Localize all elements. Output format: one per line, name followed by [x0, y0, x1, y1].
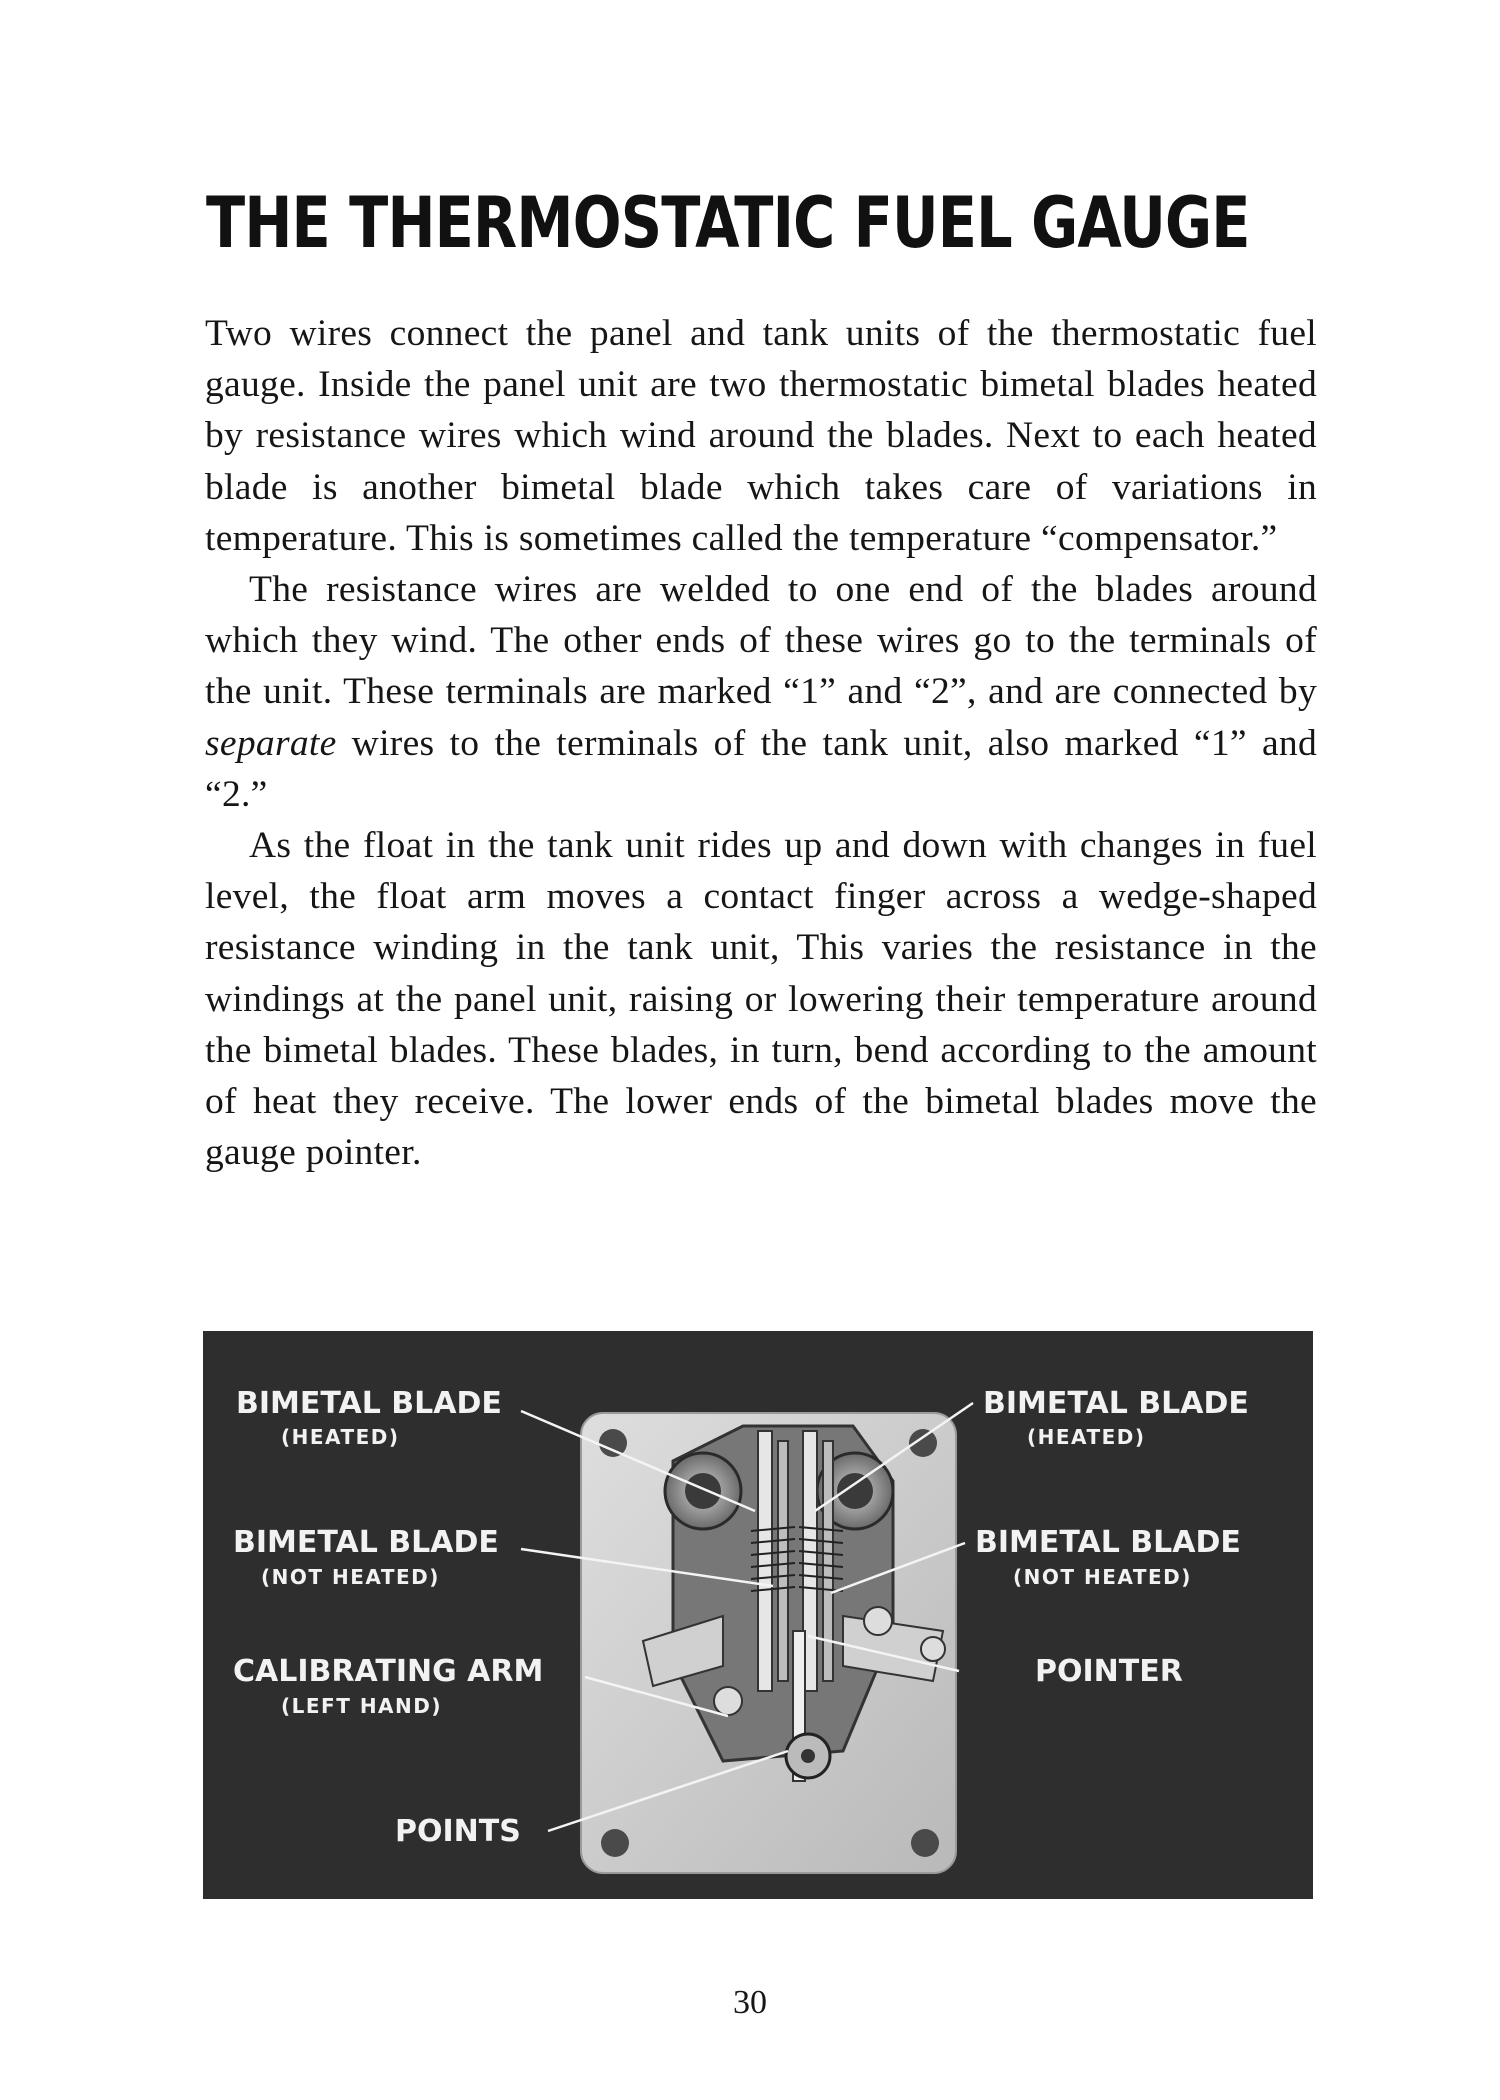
page-number: 30 [733, 1984, 767, 2021]
paragraph-3: As the float in the tank unit rides up and down with changes in fuel level, the float arm moves a contact finger across a wedge-shaped resistance winding in the tank unit, This varies the resistance in the windings at the panel unit, raising or lowering their temperature around the bimetal blades. These blades, in turn, bend according to the amount of heat they receive. The lower ends of the bimetal blades move the gauge pointer. [205, 825, 1317, 1174]
sublabel-left-heated: (HEATED) [281, 1425, 400, 1449]
gauge-photo-figure [203, 1331, 1313, 1899]
page-title: THE THERMOSTATIC FUEL GAUGE [206, 182, 1250, 264]
left-heated-blade [758, 1431, 772, 1691]
paragraph-2-part-2: wires to the terminals of the tank unit, also marked “1” and “2.” [205, 722, 1317, 815]
mount-hole-bottom-right [911, 1829, 939, 1857]
emphasis-separate: separate [205, 722, 337, 764]
sublabel-left-not-heated: (NOT HEATED) [261, 1565, 440, 1589]
label-right-not-heated-blade: BIMETAL BLADE [975, 1525, 1241, 1560]
label-left-heated-blade: BIMETAL BLADE [236, 1386, 502, 1421]
mount-hole-bottom-left [601, 1829, 629, 1857]
label-right-heated-blade: BIMETAL BLADE [983, 1386, 1249, 1421]
label-pointer: POINTER [1035, 1654, 1183, 1689]
label-points: POINTS [395, 1814, 521, 1849]
sublabel-right-heated: (HEATED) [1027, 1425, 1146, 1449]
paragraph-2 [205, 564, 1317, 820]
body-text [205, 308, 1317, 1178]
sublabel-calibrating-arm: (LEFT HAND) [281, 1694, 443, 1718]
left-compensator-blade [778, 1441, 788, 1681]
sublabel-right-not-heated: (NOT HEATED) [1013, 1565, 1192, 1589]
label-calibrating-arm: CALIBRATING ARM [233, 1654, 544, 1689]
mount-hole-top-left [599, 1429, 627, 1457]
paragraph-1: Two wires connect the panel and tank units of the thermostatic fuel gauge. Inside the panel unit are two thermostatic bimetal blades heated by resistance wires which wind around the blades. Next to each heated blade is another bimetal blade which takes care of variations in temperature. This is sometimes called the temperature “compensator.” [205, 313, 1317, 559]
paragraph-2-part-1: The resistance wires are welded to one end of the blades around which they wind. The other ends of these wires go to the terminals of the unit. These terminals are marked “1” and “2”, and are connected by [205, 569, 1317, 713]
right-compensator-blade [823, 1441, 833, 1681]
label-left-not-heated-blade: BIMETAL BLADE [233, 1525, 499, 1560]
